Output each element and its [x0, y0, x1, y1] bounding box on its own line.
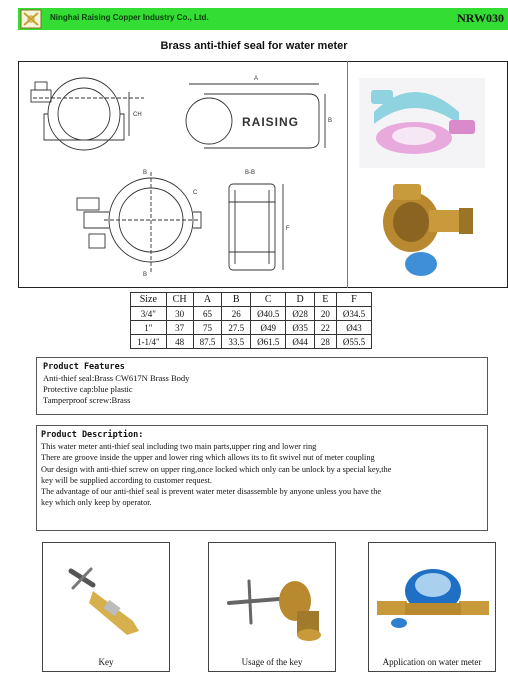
- section-view-drawing: [77, 172, 201, 272]
- table-cell: 22: [314, 321, 336, 335]
- key-usage-photo-image: [209, 543, 335, 653]
- table-cell: 48: [166, 335, 193, 349]
- table-cell: 37: [166, 321, 193, 335]
- table-cell: Ø43: [336, 321, 371, 335]
- table-row: [131, 307, 372, 321]
- photo-key: [42, 542, 170, 672]
- table-cell: 30: [166, 307, 193, 321]
- description-line: key which only keep by operator.: [41, 498, 152, 508]
- table-header-cell: D: [286, 293, 315, 307]
- table-cell: 20: [314, 307, 336, 321]
- photo-usage: [208, 542, 336, 672]
- table-cell: 65: [193, 307, 222, 321]
- label-a: A: [254, 76, 259, 82]
- table-header-cell: C: [251, 293, 286, 307]
- page-title: Brass anti-thief seal for water meter: [160, 40, 348, 52]
- table-cell: Ø35: [286, 321, 315, 335]
- table-cell: Ø49: [251, 321, 286, 335]
- table-cell: Ø40.5: [251, 307, 286, 321]
- label-b-bottom: B: [143, 272, 148, 278]
- table-cell: Ø55.5: [336, 335, 371, 349]
- table-cell: 28: [314, 335, 336, 349]
- company-name: Ninghai Raising Copper Industry Co., Ltd.: [50, 13, 209, 22]
- front-view-drawing: [31, 78, 144, 150]
- feature-line: Tamperproof screw:Brass: [43, 395, 131, 405]
- table-cell: 33.5: [222, 335, 251, 349]
- photo-caption-usage: Usage of the key: [241, 657, 303, 667]
- table-cell: 1": [131, 321, 167, 335]
- features-box: [36, 357, 488, 415]
- seal-brass-photo-image: [369, 178, 479, 282]
- description-line: key will be supplied according to customer request.: [41, 475, 212, 485]
- table-cell: 26: [222, 307, 251, 321]
- table-row: [131, 335, 372, 349]
- label-c: C: [193, 190, 198, 196]
- product-code: NRW030: [457, 11, 504, 25]
- description-line: The advantage of our anti-thief seal is prevent water meter disassemble by anyone unless you have the: [41, 487, 382, 497]
- technical-drawing: [19, 62, 507, 287]
- table-header-cell: CH: [166, 293, 193, 307]
- label-b: B: [328, 118, 333, 124]
- label-b-top: B: [143, 170, 148, 176]
- features-title: Product Features: [43, 362, 125, 372]
- table-cell: Ø44: [286, 335, 315, 349]
- table-cell: 3/4": [131, 307, 167, 321]
- table-header-row: [131, 293, 372, 307]
- table-cell: 75: [193, 321, 222, 335]
- photo-caption-application: Application on water meter: [382, 657, 482, 667]
- table-cell: 1-1/4": [131, 335, 167, 349]
- feature-line: Protective cap:blue plastic: [43, 384, 133, 394]
- description-line: There are groove inside the upper and lower ring which allows its to fit swivel nut of meter coupling: [41, 453, 375, 463]
- key-photo-image: [43, 543, 169, 653]
- table-cell: 27.5: [222, 321, 251, 335]
- seal-3d-render-image: [359, 78, 485, 168]
- feature-line: Anti-thief seal:Brass CW617N Brass Body: [43, 373, 190, 383]
- table-header-cell: B: [222, 293, 251, 307]
- header-bar: [18, 8, 508, 30]
- label-f: F: [286, 226, 290, 232]
- table-header-cell: A: [193, 293, 222, 307]
- table-row: [131, 321, 372, 335]
- label-ch: CH: [133, 112, 142, 118]
- table-header-cell: E: [314, 293, 336, 307]
- spec-table: [130, 292, 372, 349]
- photo-application: [368, 542, 496, 672]
- bb-view-drawing: [229, 184, 283, 270]
- water-meter-photo-image: [369, 543, 495, 653]
- table-cell: Ø61.5: [251, 335, 286, 349]
- label-b-b: B-B: [245, 170, 256, 176]
- photo-caption-key: Key: [98, 657, 114, 667]
- description-line: Our design with anti-thief screw on upper ring,once locked which only can be unlock by a special key,the: [41, 464, 392, 474]
- company-logo-icon: [20, 9, 42, 29]
- table-header-cell: F: [336, 293, 371, 307]
- table-cell: 87.5: [193, 335, 222, 349]
- table-cell: Ø34.5: [336, 307, 371, 321]
- description-box: [36, 425, 488, 531]
- table-cell: Ø28: [286, 307, 315, 321]
- table-header-cell: Size: [131, 293, 167, 307]
- drawing-brand-text: RAISING: [242, 115, 300, 129]
- description-line: This water meter anti-thief seal including two main parts,upper ring and lower ring: [41, 442, 317, 451]
- description-title: Product Description:: [41, 430, 144, 440]
